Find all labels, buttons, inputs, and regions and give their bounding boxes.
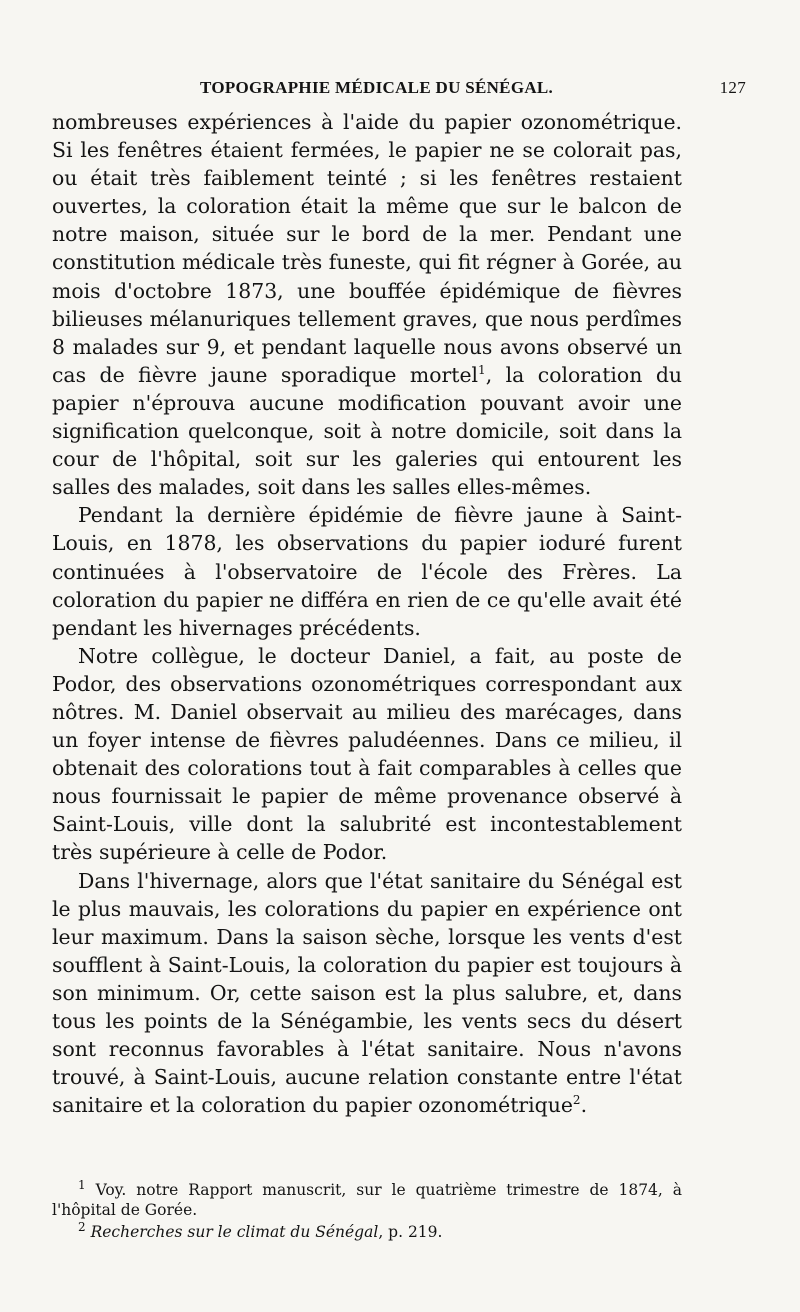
paragraph-3: Notre collègue, le docteur Daniel, a fait, au poste de Podor, des observations ozonométriques correspondant aux nôtres. M. Daniel observait au milieu des marécages, dans un foyer intense de fièvres paludéennes. Dans ce milieu, il obtenait des colorations tout à fait comparables à celles que nous fournissait le papier de même provenance observé à Saint-Louis, ville dont la salubrité est incontestablement très supérieure à celle de Podor. [52,643,682,865]
paragraph-4-text: Dans l'hivernage, alors que l'état sanitaire du Sénégal est le plus mauvais, les colorations du papier en expérience ont leur maximum. Dans la saison sèche, lorsque les vents d'est soufflent à Saint-Louis, la coloration du papier est toujours à son minimum. Or, cette saison est la plus salubre, et, dans tous les points de la Sénégambie, les vents secs du désert sont reconnus favorables à l'état sanitaire. Nous n'avons trouvé, à Saint-Louis, aucune relation constante entre l'état sanitaire et la coloration du papier ozonométrique [52,868,682,1118]
page-number: 127 [719,78,746,97]
running-title: TOPOGRAPHIE MÉDICALE DU SÉNÉGAL. [200,78,554,97]
footnote-1-marker: 1 [78,1177,86,1192]
paragraph-1-text: nombreuses expériences à l'aide du papier ozonométrique. Si les fenêtres étaient fermées, le papier ne se colorait pas, ou était très faiblement teinté ; si les fenêtres restaient ouvertes, la coloration était la même que sur le balcon de notre maison, située sur le bord de la mer. Pendant une constitution médicale très funeste, qui fit régner à Gorée, au mois d'octobre 1873, une bouffée épidémique de fièvres bilieuses mélanuriques tellement graves, que nous perdîmes 8 malades sur 9, et pendant laquelle nous avons observé un cas de fièvre jaune sporadique mortel [52,110,682,387]
paragraph-1-text-end: , la coloration du papier n'éprouva aucune modification pouvant avoir une signification quelconque, soit à notre domicile, soit dans la cour de l'hôpital, soit sur les galeries qui entourent les salles des malades, soit dans les salles elles-mêmes. [52,362,682,500]
footnote-1 [52,1177,683,1220]
paragraph-4 [52,867,682,1120]
footnote-ref-1: 1 [478,363,486,378]
running-header [52,78,748,102]
paragraph-1 [52,108,682,501]
body-text [52,108,682,1119]
paragraph-2: Pendant la dernière épidémie de fièvre jaune à Saint-Louis, en 1878, les observations du papier ioduré furent continuées à l'observatoire de l'école des Frères. La coloration du papier ne différa en rien de ce qu'elle avait été pendant les hivernages précédents. [52,503,682,640]
footnote-2 [52,1219,682,1242]
footnote-2-title: Recherches sur le climat du Sénégal [90,1223,379,1241]
footnote-ref-2: 2 [572,1093,581,1108]
footnote-2-marker: 2 [78,1219,86,1234]
paragraph-4-text-end: . [580,1093,588,1118]
footnote-1-text: Voy. notre Rapport manuscrit, sur le quatrième trimestre de 1874, à l'hôpital de Gorée. [52,1181,683,1219]
footnote-2-suffix: , p. 219. [378,1223,443,1241]
footnotes [52,1177,683,1244]
